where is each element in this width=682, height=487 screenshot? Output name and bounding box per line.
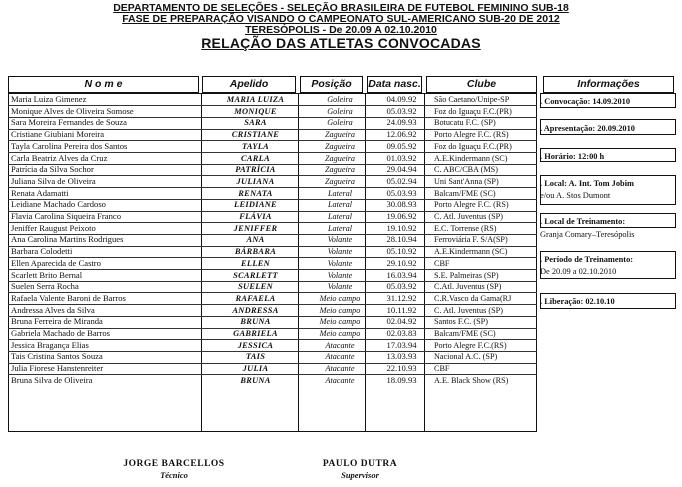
cell-apelido: BRUNA xyxy=(240,317,271,327)
cell-data: 16.03.94 xyxy=(386,269,417,280)
cell-data: 30.08.93 xyxy=(386,199,417,210)
info-treino-label: . Local de Treinamento: xyxy=(540,217,626,226)
cell-data: 05.02.94 xyxy=(386,175,417,186)
cell-posicao: Lateral xyxy=(327,200,353,210)
cell-clube: Foz do Iguaçu F.C.(PR) xyxy=(434,141,512,151)
cell-apelido: CARLA xyxy=(241,153,270,163)
table-row xyxy=(8,316,537,328)
cell-apelido: LEIDIANE xyxy=(234,200,277,210)
cell-nome: Sara Moreira Fernandes de Souza xyxy=(11,117,127,128)
cell-posicao: Zagueira xyxy=(324,130,356,140)
cell-posicao: Meio campo xyxy=(319,317,361,327)
table-row xyxy=(8,270,537,282)
cell-posicao: Volante xyxy=(327,247,353,257)
cell-posicao: Lateral xyxy=(327,223,353,233)
cell-nome: Andressa Alves da Silva xyxy=(11,304,95,315)
table-row xyxy=(8,153,537,165)
cell-posicao: Volante xyxy=(327,258,353,268)
table-row xyxy=(8,234,537,246)
cell-posicao: Volante xyxy=(327,282,353,292)
cell-apelido: ANA xyxy=(246,235,265,245)
table-row xyxy=(8,223,537,235)
cell-data: 02.04.92 xyxy=(386,316,417,327)
cell-apelido: PATRÍCIA xyxy=(235,165,276,175)
cell-posicao: Zagueira xyxy=(324,153,356,163)
cell-nome: Tais Cristina Santos Souza xyxy=(11,351,103,362)
cell-apelido: ELLEN xyxy=(241,258,270,268)
info-local-alt: e/ou A. Stos Dumont xyxy=(540,191,611,200)
cell-clube: Santos F.C. (SP) xyxy=(434,317,488,327)
cell-nome: Patrícia da Silva Sochor xyxy=(11,164,94,175)
cell-clube: CBF xyxy=(434,258,450,268)
table-row xyxy=(8,164,537,176)
table-row xyxy=(8,340,537,352)
cell-clube: E.C. Torrense (RS) xyxy=(434,223,497,233)
column-header-nome: N o m e xyxy=(8,76,199,93)
table-row xyxy=(8,305,537,317)
cell-clube: A.E. Black Show (RS) xyxy=(434,375,509,385)
cell-data: 12.06.92 xyxy=(386,129,417,140)
cell-nome: Scarlett Brito Bernal xyxy=(11,269,83,280)
cell-data: 29.04.94 xyxy=(386,164,417,175)
table-row xyxy=(8,117,537,129)
cell-posicao: Goleira xyxy=(327,95,353,104)
page-title: RELAÇÃO DAS ATLETAS CONVOCADAS xyxy=(201,35,481,51)
cell-clube: C. ABC/CBA (MS) xyxy=(434,165,498,175)
cell-posicao: Zagueira xyxy=(324,141,356,151)
column-header-data: Data nasc. xyxy=(367,76,422,93)
cell-apelido: JENIFFER xyxy=(233,223,278,233)
cell-apelido: JULIANA xyxy=(236,176,275,186)
cell-apelido: CRISTIANE xyxy=(231,130,280,140)
cell-posicao: Meio campo xyxy=(319,329,361,338)
cell-data: 19.06.92 xyxy=(386,211,417,221)
cell-posicao: Atacante xyxy=(325,375,355,385)
table-row xyxy=(8,328,537,340)
cell-data: 02.03.83 xyxy=(386,328,417,338)
cell-apelido: JESSICA xyxy=(237,340,274,350)
cell-nome: Jessica Bragança Elias xyxy=(11,339,89,350)
cell-posicao: Meio campo xyxy=(319,293,361,303)
cell-nome: Jeniffer Raugust Peixoto xyxy=(11,222,96,233)
cell-posicao: Volante xyxy=(327,235,353,245)
cell-data: 24.09.93 xyxy=(386,117,417,128)
cell-nome: Carla Beatriz Alves da Cruz xyxy=(11,152,108,163)
cell-clube: Porto Alegre F.C.(RS) xyxy=(434,340,507,350)
cell-apelido: BÁRBARA xyxy=(234,247,277,257)
column-header-posicao: Posição xyxy=(300,76,363,93)
cell-nome: Bruna Ferreira de Miranda xyxy=(11,316,103,327)
cell-data: 22.10.93 xyxy=(386,363,417,374)
info-convocacao: . Convocação: 14.09.2010 xyxy=(540,97,631,106)
cell-clube: Porto Alegre F.C. (RS) xyxy=(434,200,509,210)
cell-apelido: MONIQUE xyxy=(234,106,277,116)
info-liberacao: . Liberação: 02.10.10 xyxy=(540,297,615,306)
cell-nome: Rafaela Valente Baroni de Barros xyxy=(11,292,126,303)
cell-apelido: SCARLETT xyxy=(233,270,278,280)
table-row xyxy=(8,281,537,293)
cell-clube: Uni Sant'Anna (SP) xyxy=(434,176,499,186)
table-row xyxy=(8,176,537,188)
cell-clube: CBF xyxy=(434,364,450,374)
column-header-info: Informações xyxy=(543,76,674,93)
cell-data: 05.03.92 xyxy=(386,105,417,116)
table-row xyxy=(8,106,537,118)
cell-clube: Foz do Iguaçu F.C.(PR) xyxy=(434,106,512,116)
cell-nome: Cristiane Giubiani Moreira xyxy=(11,129,105,140)
cell-clube: C.Atl. Juventus (SP) xyxy=(434,282,502,292)
cell-clube: Porto Alegre F.C. (RS) xyxy=(434,130,509,140)
cell-apelido: FLÁVIA xyxy=(239,212,272,221)
cell-posicao: Atacante xyxy=(325,340,355,350)
cell-apelido: ANDRESSA xyxy=(232,305,279,315)
cell-nome: Gabriela Machado de Barros xyxy=(11,328,111,338)
table-row xyxy=(8,375,537,387)
info-treino-value: Granja Comary–Teresópolis xyxy=(540,230,635,239)
cell-nome: Bruna Silva de Oliveira xyxy=(11,374,93,385)
cell-apelido: TAYLA xyxy=(241,141,270,151)
cell-apelido: MARIA LUIZA xyxy=(226,95,285,104)
cell-nome: Ana Carolina Martins Rodrigues xyxy=(11,234,124,245)
table-row xyxy=(8,129,537,141)
cell-data: 05.10.92 xyxy=(386,246,417,257)
cell-data: 05.03.92 xyxy=(386,281,417,292)
cell-posicao: Atacante xyxy=(325,352,355,362)
signature-supervisor xyxy=(320,459,400,480)
cell-nome: Monique Alves de Oliveira Somose xyxy=(11,105,134,116)
table-row xyxy=(8,94,537,106)
cell-nome: Suelen Serra Rocha xyxy=(11,281,79,292)
header-department: DEPARTAMENTO DE SELEÇÕES - SELEÇÃO BRASILEIRA DE FUTEBOL FEMININO SUB-18 xyxy=(113,2,569,14)
cell-nome: Renata Adamatti xyxy=(11,187,69,198)
table-row xyxy=(8,293,537,305)
cell-nome: Flavia Carolina Siqueira Franco xyxy=(11,211,122,221)
cell-apelido: BRUNA xyxy=(240,375,271,385)
cell-posicao: Meio campo xyxy=(319,305,361,315)
cell-data: 09.05.92 xyxy=(386,140,417,151)
table-row xyxy=(8,211,537,223)
cell-data: 31.12.92 xyxy=(386,292,417,303)
header-phase: FASE DE PREPARAÇÃO VISANDO O CAMPEONATO SUL-AMERICANO SUB-20 DE 2012 xyxy=(122,13,560,25)
info-local: . Local: A. Int. Tom Jobim xyxy=(540,179,634,188)
cell-nome: Tayla Carolina Pereira dos Santos xyxy=(11,140,128,151)
header-location-dates: TERESÓPOLIS - De 20.09 A 02.10.2010 xyxy=(245,24,437,36)
cell-posicao: Zagueira xyxy=(324,165,356,175)
info-apresentacao: . Apresentação: 20.09.2010 xyxy=(540,124,635,133)
signature-role: Técnico xyxy=(160,470,188,480)
cell-apelido: SUELEN xyxy=(238,282,273,292)
signature-coach xyxy=(118,459,230,480)
cell-data: 18.09.93 xyxy=(386,374,417,385)
cell-posicao: Volante xyxy=(327,270,353,280)
table-row xyxy=(8,351,537,363)
cell-clube: Nacional A.C. (SP) xyxy=(434,352,498,362)
table-row xyxy=(8,246,537,258)
cell-clube: C. Atl. Juventus (SP) xyxy=(434,212,503,221)
cell-nome: Ellen Aparecida de Castro xyxy=(11,257,101,268)
cell-posicao: Atacante xyxy=(325,364,355,374)
info-periodo-label: . Período de Treinamento: xyxy=(540,255,634,264)
cell-nome: Julia Fiorese Hanstenreiter xyxy=(11,363,104,374)
signature-name: PAULO DUTRA xyxy=(322,459,398,469)
cell-apelido: RAFAELA xyxy=(235,293,276,303)
cell-apelido: JULIA xyxy=(242,364,269,374)
cell-clube: S.E. Palmeiras (SP) xyxy=(434,270,499,280)
cell-posicao: Goleira xyxy=(327,118,353,128)
cell-clube: Balcam/FME (SC) xyxy=(434,329,496,338)
cell-posicao: Lateral xyxy=(327,212,353,221)
cell-apelido: TAIS xyxy=(245,352,266,362)
cell-data: 04.09.92 xyxy=(386,94,417,104)
cell-nome: Juliana Silva de Oliveira xyxy=(11,175,96,186)
cell-nome: Leidiane Machado Cardoso xyxy=(11,199,106,210)
table-row xyxy=(8,363,537,375)
table-row xyxy=(8,188,537,200)
cell-clube: São Caetano/Unipe-SP xyxy=(434,95,510,104)
table-row xyxy=(8,199,537,211)
cell-nome: Barbara Colodetti xyxy=(11,246,73,257)
info-horario: . Horário: 12:00 h xyxy=(540,152,605,161)
cell-posicao: Goleira xyxy=(327,106,353,116)
cell-clube: C. Atl. Juventus (SP) xyxy=(434,305,503,315)
cell-data: 17.03.94 xyxy=(386,339,417,350)
cell-data: 05.03.93 xyxy=(386,187,417,198)
cell-data: 19.10.92 xyxy=(386,222,417,233)
cell-clube: Ferroviária F. S/A(SP) xyxy=(434,235,508,245)
column-header-apelido: Apelido xyxy=(202,76,296,93)
cell-clube: Botucatu F.C. (SP) xyxy=(434,118,496,128)
column-header-clube: Clube xyxy=(426,76,537,93)
info-periodo-value: De 20.09 a 02.10.2010 xyxy=(540,267,617,276)
cell-data: 28.10.94 xyxy=(386,234,417,245)
cell-apelido: GABRIELA xyxy=(233,329,278,338)
cell-apelido: RENATA xyxy=(238,188,273,198)
table-row xyxy=(8,258,537,270)
signature-role: Supervisor xyxy=(341,470,379,480)
cell-data: 01.03.92 xyxy=(386,152,417,163)
cell-clube: Balcam/FME (SC) xyxy=(434,188,496,198)
signature-name: JORGE BARCELLOS xyxy=(123,459,225,469)
cell-clube: C.R.Vasco da Gama(RJ xyxy=(434,293,512,303)
cell-clube: A.E.Kindermann (SC) xyxy=(434,247,508,257)
cell-posicao: Zagueira xyxy=(324,176,356,186)
cell-apelido: SARA xyxy=(244,118,267,128)
cell-posicao: Lateral xyxy=(327,188,353,198)
table-row xyxy=(8,141,537,153)
cell-data: 29.10.92 xyxy=(386,257,417,268)
cell-data: 10.11.92 xyxy=(386,304,417,315)
cell-clube: A.E.Kindermann (SC) xyxy=(434,153,508,163)
cell-nome: Maria Luiza Gimenez xyxy=(11,94,87,104)
cell-data: 13.03.93 xyxy=(386,351,417,362)
